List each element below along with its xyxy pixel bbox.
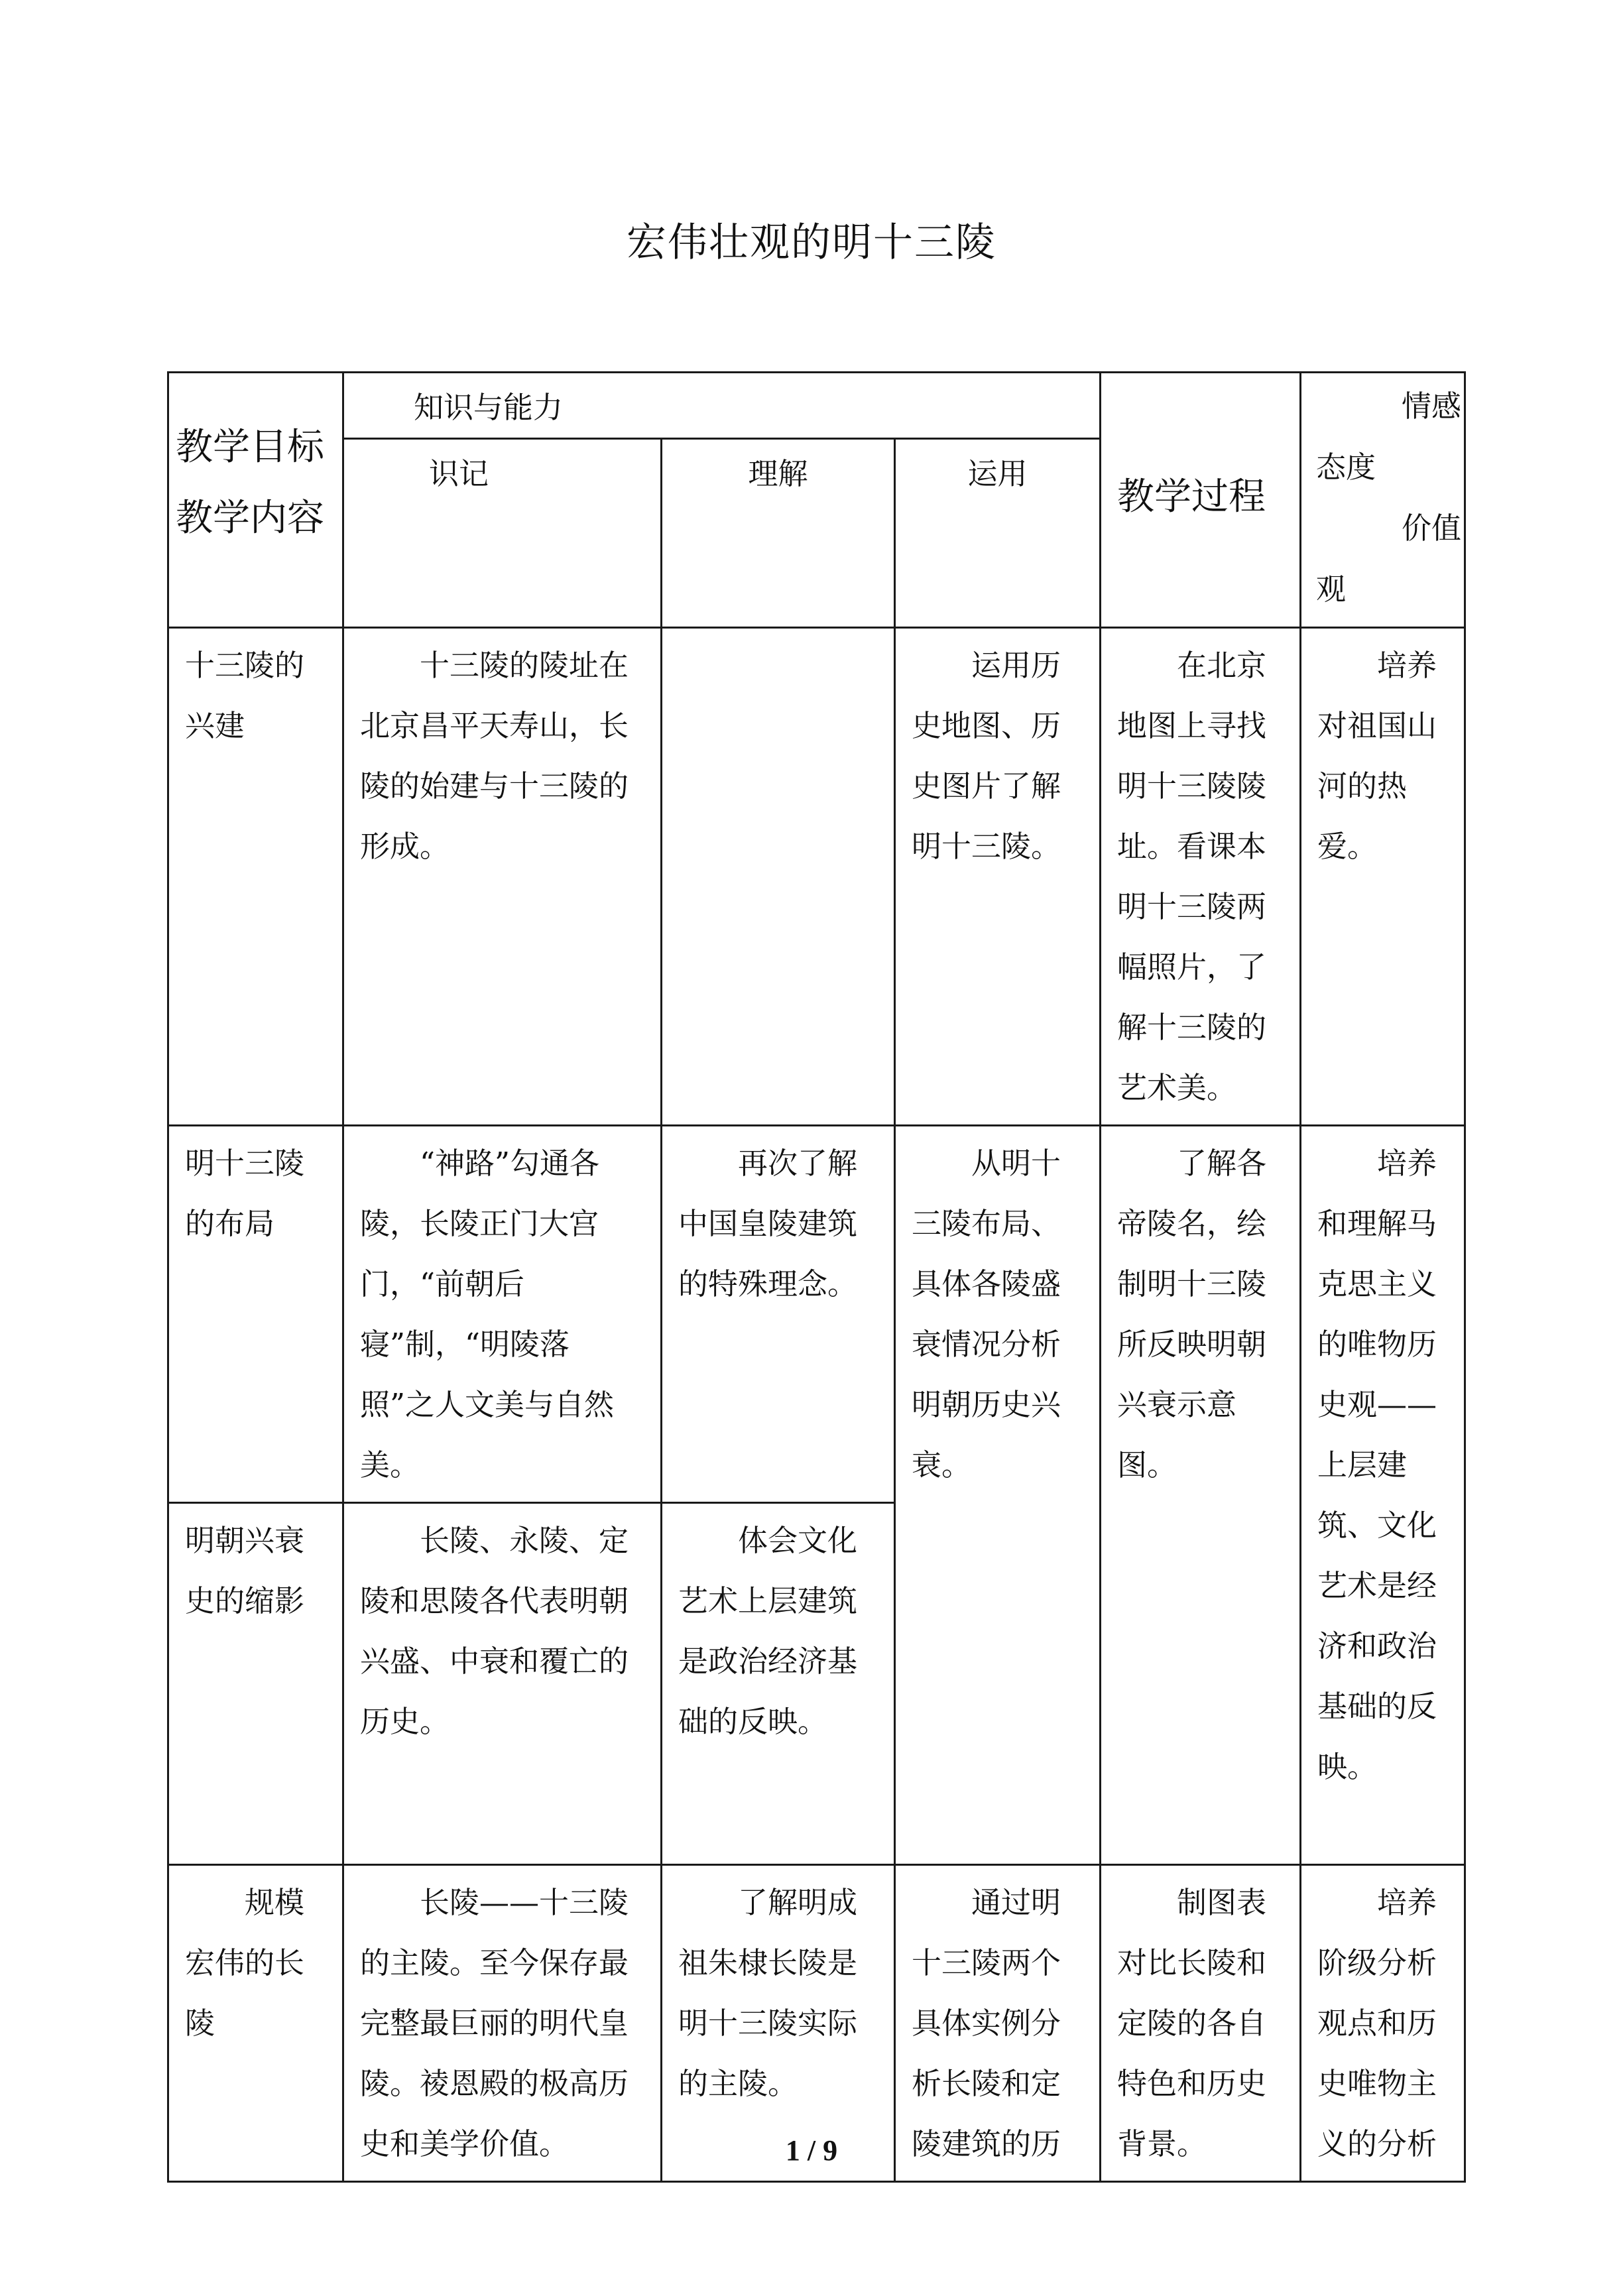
apply-header: 运用 bbox=[895, 439, 1101, 628]
apply-cell: 从明十三陵布局、具体各陵盛衰情况分析明朝历史兴衰。 bbox=[895, 1126, 1101, 1865]
emotion-cell: 培养和理解马克思主义的唯物历史观——上层建筑、文化艺术是经济和政治基础的反映。 bbox=[1301, 1126, 1465, 1865]
recall-cell: 长陵——十三陵的主陵。至今保存最完整最巨丽的明代皇陵。祾恩殿的极高历史和美学价值。 bbox=[343, 1865, 662, 2182]
recall-header: 识记 bbox=[343, 439, 662, 628]
lesson-plan-table bbox=[167, 371, 1466, 2183]
understand-cell: 再次了解中国皇陵建筑的特殊理念。 bbox=[662, 1126, 895, 1503]
table-row bbox=[168, 628, 1465, 1126]
header-row-1 bbox=[168, 373, 1465, 439]
table-row bbox=[168, 1126, 1465, 1503]
topic-cell: 规模宏伟的长陵 bbox=[168, 1865, 343, 2182]
row-label-line2: 教学内容 bbox=[176, 497, 324, 540]
emotion-line-4: 观 bbox=[1316, 572, 1347, 607]
emotion-cell: 培养对祖国山河的热爱。 bbox=[1301, 628, 1465, 1126]
recall-cell: “神路”勾通各陵，长陵正门大宫门，“前朝后寝”制，“明陵落照”之人文美与自然美。 bbox=[343, 1126, 662, 1503]
emotion-header bbox=[1301, 373, 1465, 628]
knowledge-header: 知识与能力 bbox=[343, 373, 1101, 439]
row-label-header bbox=[168, 373, 343, 628]
process-cell: 制图表对比长陵和定陵的各自特色和历史背景。 bbox=[1101, 1865, 1301, 2182]
process-cell: 在北京地图上寻找明十三陵陵址。看课本明十三陵两幅照片，了解十三陵的艺术美。 bbox=[1101, 628, 1301, 1126]
emotion-line-2: 态度 bbox=[1316, 450, 1376, 485]
apply-cell: 通过明十三陵两个具体实例分析长陵和定陵建筑的历 bbox=[895, 1865, 1101, 2182]
apply-cell: 运用历史地图、历史图片了解明十三陵。 bbox=[895, 628, 1101, 1126]
row-label-line1: 教学目标 bbox=[176, 426, 324, 469]
emotion-cell: 培养阶级分析观点和历史唯物主义的分析 bbox=[1301, 1865, 1465, 2182]
topic-cell: 明十三陵的布局 bbox=[168, 1126, 343, 1503]
emotion-line-1: 情感 bbox=[1402, 389, 1462, 424]
process-header: 教学过程 bbox=[1101, 373, 1301, 628]
topic-cell: 十三陵的兴建 bbox=[168, 628, 343, 1126]
understand-cell bbox=[662, 628, 895, 1126]
understand-cell: 了解明成祖朱棣长陵是明十三陵实际的主陵。 bbox=[662, 1865, 895, 2182]
understand-cell: 体会文化艺术上层建筑是政治经济基础的反映。 bbox=[662, 1503, 895, 1865]
page-number: 1 / 9 bbox=[785, 2134, 838, 2167]
emotion-line-3: 价值 bbox=[1402, 511, 1462, 546]
recall-cell: 十三陵的陵址在北京昌平天寿山，长陵的始建与十三陵的形成。 bbox=[343, 628, 662, 1126]
process-cell: 了解各帝陵名，绘制明十三陵所反映明朝兴衰示意图。 bbox=[1101, 1126, 1301, 1865]
understand-header: 理解 bbox=[662, 439, 895, 628]
recall-cell: 长陵、永陵、定陵和思陵各代表明朝兴盛、中衰和覆亡的历史。 bbox=[343, 1503, 662, 1865]
topic-cell: 明朝兴衰史的缩影 bbox=[168, 1503, 343, 1865]
page-title: 宏伟壮观的明十三陵 bbox=[627, 219, 996, 266]
